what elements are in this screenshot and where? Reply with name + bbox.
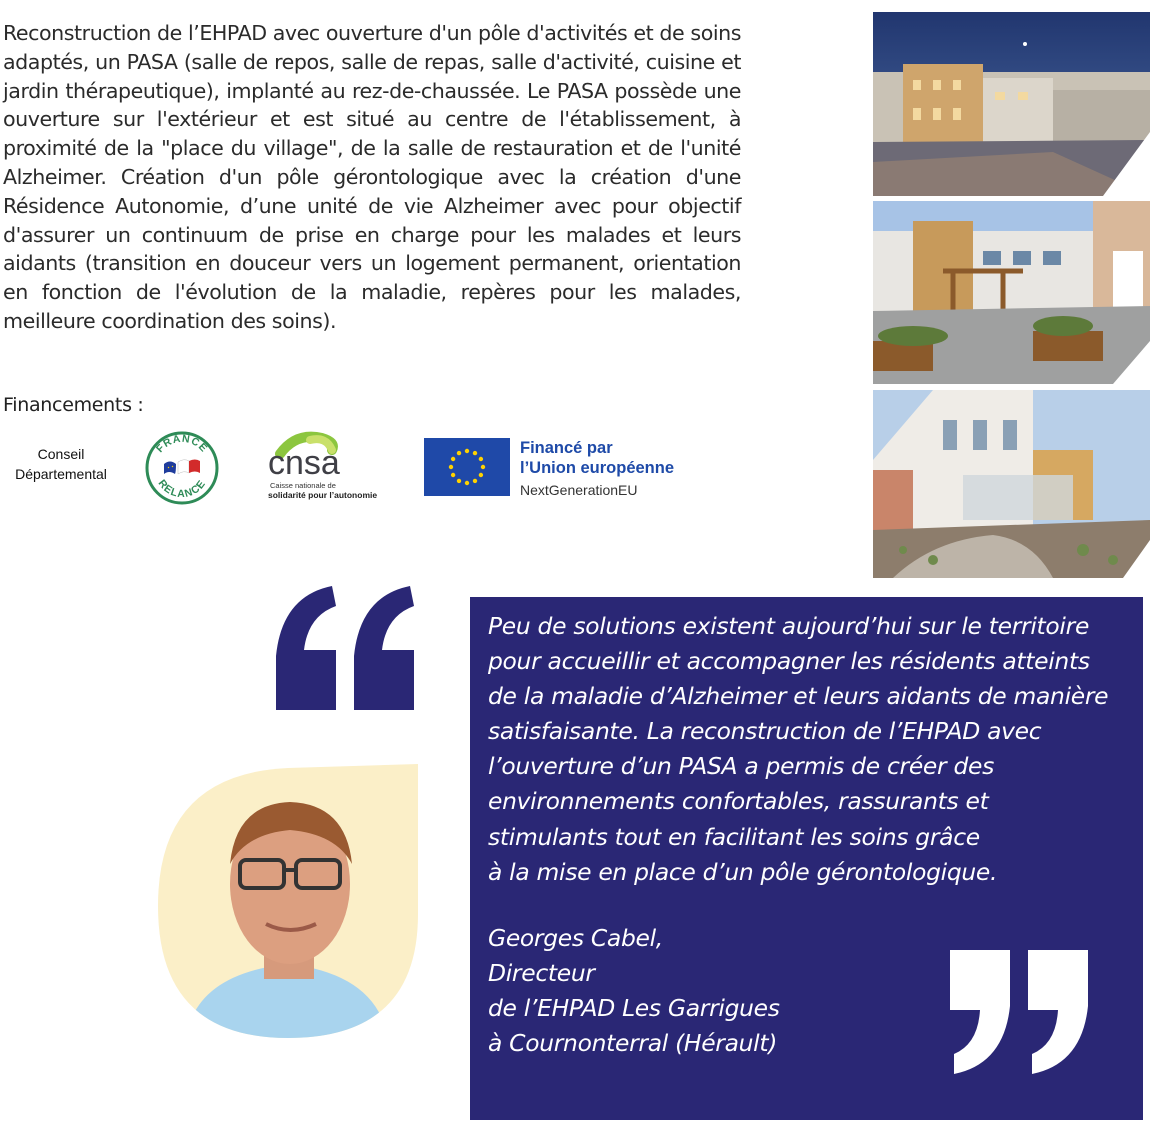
quote-open-icon (274, 586, 416, 710)
eu-line2: l’Union européenne (520, 459, 675, 477)
signature-name: Georges Cabel, (488, 924, 663, 952)
quote-line: environnements confortables, rassurants et (488, 787, 989, 816)
eu-line1: Financé par (520, 439, 613, 457)
quote-line: à la mise en place d’un pôle gérontologique. (488, 857, 998, 886)
cnsa-sub1: Caisse nationale de (270, 481, 336, 490)
quote-signature (488, 921, 780, 1061)
building-night-photo (873, 12, 1150, 196)
intro-paragraph: Reconstruction de l’EHPAD avec ouverture d'un pôle d'activités et de soins adaptés, un PASA (salle de repos, salle de repas, salle d'activité, cuisine et jardin thérapeutique), implanté au rez-de-chaussée. Le PASA possède une ouverture sur l'extérieur et est situé au centre de l'établissement, à proximité de la "place du village", de la salle de restauration et de l'unité Alzheimer. Création d'un pôle gérontologique avec la création d'une Résidence Autonomie, d’une unité de vie Alzheimer avec pour objectif d'assurer un continuum de prise en charge pour les malades et leurs aidants (transition en douceur vers un logement permanent, orientation en fonction de l'évolution de la maladie, repères pour les malades, meilleure coordination des soins). (3, 21, 741, 333)
cnsa-logo (266, 430, 380, 504)
signature-org: de l’EHPAD Les Garrigues (488, 994, 780, 1023)
france-relance-logo (144, 430, 220, 506)
quote-close-icon (948, 950, 1090, 1074)
conseil-line2: Départemental (15, 466, 107, 482)
eu-funding-logo (424, 438, 694, 498)
eu-line3: NextGenerationEU (520, 482, 638, 498)
cnsa-name: cnsa (268, 444, 340, 482)
signature-place: à Cournonterral (Hérault) (488, 1029, 778, 1058)
financements-label: Financements : (3, 394, 144, 416)
france-relance-bottom: RELANCE (155, 477, 209, 501)
quote-text (488, 609, 1128, 890)
cnsa-sub2: solidarité pour l’autonomie (268, 490, 378, 500)
conseil-departemental-logo (8, 444, 114, 484)
france-relance-top: FRANCE (153, 432, 211, 456)
signature-role: Directeur (488, 959, 595, 988)
quote-line: de la maladie d’Alzheimer et leurs aidants de manière (488, 682, 1109, 711)
quote-line: stimulants tout en facilitant les soins grâce (488, 822, 980, 851)
building-garden-photo (873, 390, 1150, 578)
director-portrait (156, 764, 418, 1038)
quote-line: satisfaisante. La reconstruction de l’EHPAD avec (488, 717, 1042, 746)
conseil-line1: Conseil (37, 446, 85, 462)
quote-line: pour accueillir et accompagner les résidents atteints (488, 647, 1090, 676)
courtyard-pergola-photo (873, 201, 1150, 384)
quote-line: Peu de solutions existent aujourd’hui sur le territoire (488, 612, 1090, 640)
eu-flag-icon (424, 438, 510, 496)
quote-line: l’ouverture d’un PASA a permis de créer des (488, 752, 994, 781)
